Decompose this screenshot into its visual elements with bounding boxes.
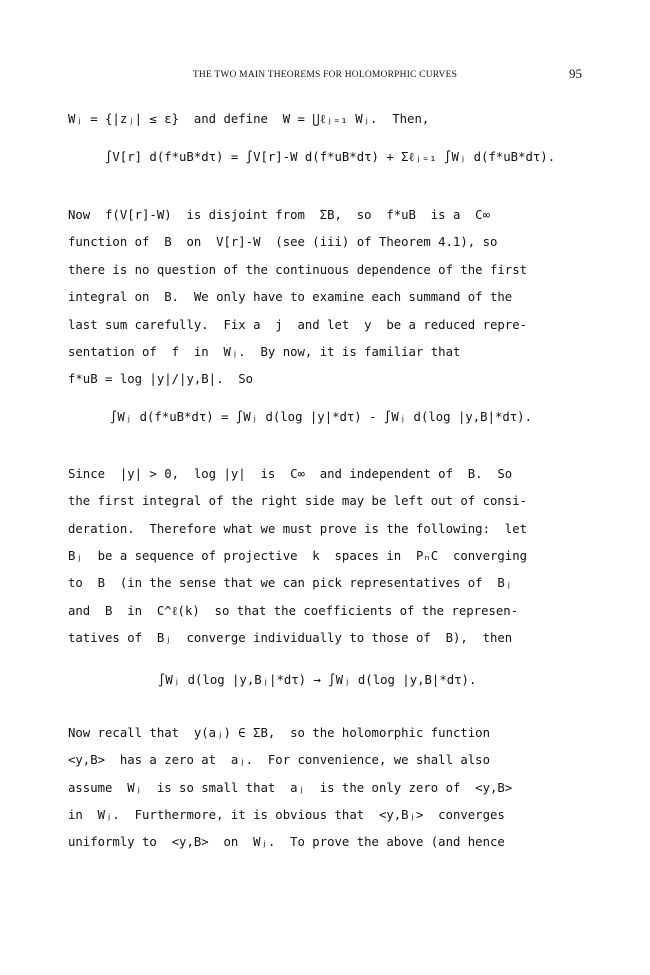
running-header <box>0 66 650 86</box>
text-line: the first integral of the right side may be left out of consi- <box>68 494 528 508</box>
text-line: uniformly to <y,B> on Wⱼ. To prove the above (and hence <box>68 835 505 849</box>
text-line: Now recall that y(aⱼ) ∈ ΣB, so the holomorphic function <box>68 726 490 740</box>
text-line: assume Wⱼ is so small that aⱼ is the only zero of <y,B> <box>68 781 513 795</box>
text-line: to B (in the sense that we can pick representatives of Bⱼ <box>68 576 513 590</box>
text-line: integral on B. We only have to examine each summand of the <box>68 290 513 304</box>
text-line: and B in C^ℓ(k) so that the coefficients of the represen- <box>68 604 519 618</box>
text-line: sentation of f in Wⱼ. By now, it is familiar that <box>68 345 461 359</box>
text-line: in Wⱼ. Furthermore, it is obvious that <y,Bⱼ> converges <box>68 808 505 822</box>
text-line: last sum carefully. Fix a j and let y be a reduced repre- <box>68 318 528 332</box>
text-line: Since |y| > 0, log |y| is C∞ and independent of B. So <box>68 467 513 481</box>
text-line: Bⱼ be a sequence of projective k spaces in PₙC converging <box>68 549 528 563</box>
display-equation: ∫Wⱼ d(log |y,Bⱼ|*dτ) → ∫Wⱼ d(log |y,B|*dτ). <box>158 673 477 687</box>
page-number: 95 <box>569 66 582 81</box>
text-line: deration. Therefore what we must prove is the following: let <box>68 522 528 536</box>
running-title: THE TWO MAIN THEOREMS FOR HOLOMORPHIC CURVES <box>192 70 458 80</box>
text-line: function of B on V[r]-W (see (iii) of Theorem 4.1), so <box>68 235 498 249</box>
text-line: tatives of Bⱼ converge individually to those of B), then <box>68 631 513 645</box>
text-line: there is no question of the continuous dependence of the first <box>68 263 528 277</box>
text-line: Now f(V[r]-W) is disjoint from ΣB, so f*uB is a C∞ <box>68 208 490 222</box>
inline-formula-line: f*uB = log |y|/|y,B|. So <box>68 372 254 386</box>
display-equation: ∫V[r] d(f*uB*dτ) = ∫V[r]-W d(f*uB*dτ) + Σℓⱼ₌₁ ∫Wⱼ d(f*uB*dτ). <box>105 150 556 164</box>
text-line: Wⱼ = {|zⱼ| ≤ ε} and define W = ⋃ℓⱼ₌₁ Wⱼ. Then, <box>68 112 430 126</box>
text-line: <y,B> has a zero at aⱼ. For convenience, we shall also <box>68 753 490 767</box>
display-equation: ∫Wⱼ d(f*uB*dτ) = ∫Wⱼ d(log |y|*dτ) - ∫Wⱼ d(log |y,B|*dτ). <box>110 410 532 424</box>
